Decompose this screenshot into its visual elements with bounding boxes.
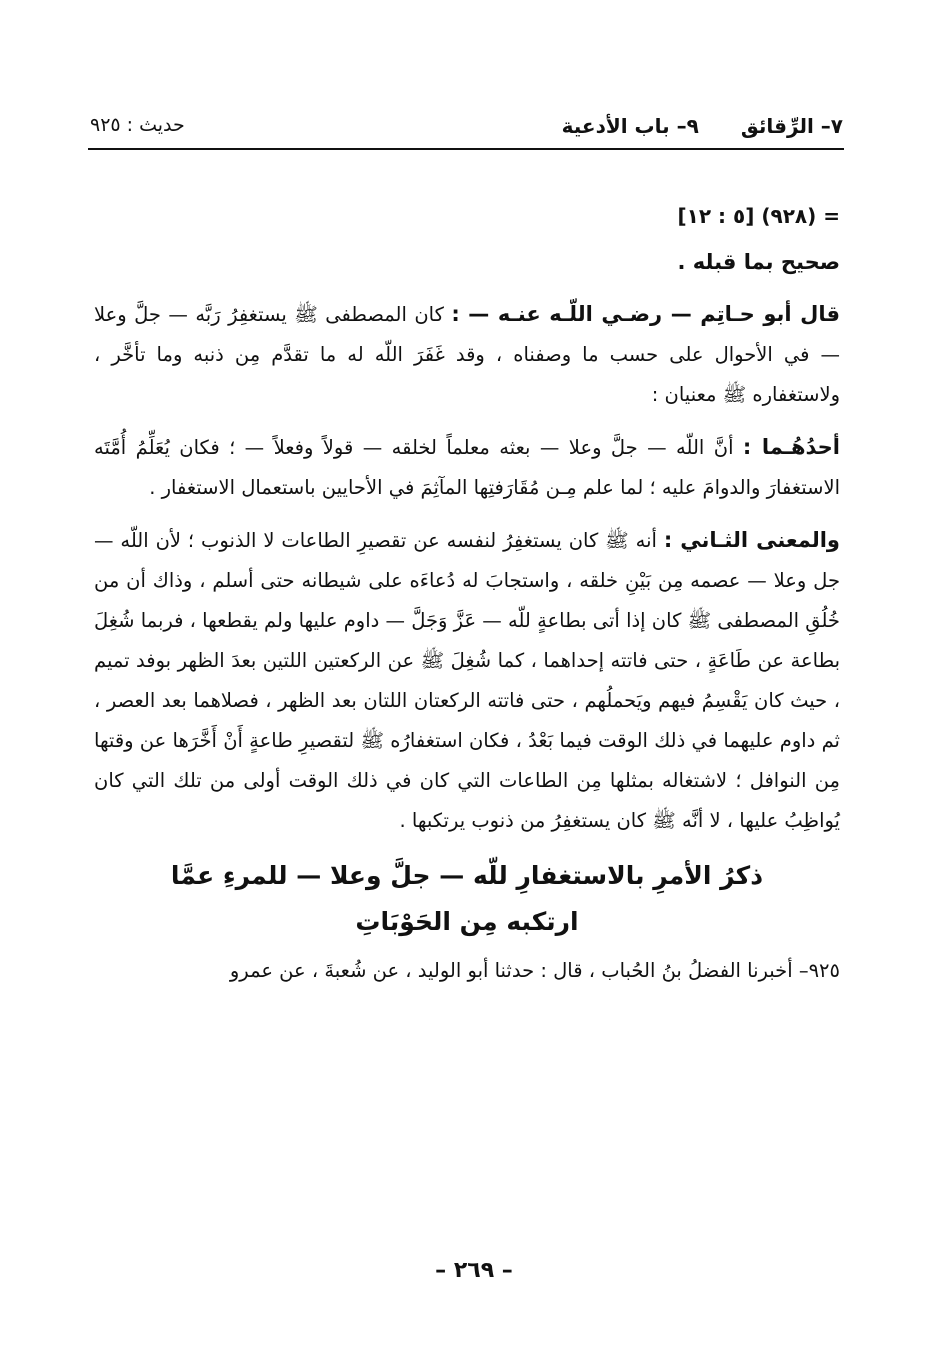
chapter-heading-line-2: ارتكبه مِن الحَوْبَاتِ bbox=[355, 907, 579, 936]
paragraph-second-meaning bbox=[94, 520, 840, 841]
hadith-text: ٩٢٥– أخبرنا الفضلُ بنُ الحُباب ، قال : حدثنا أبو الوليد ، عن شُعبةَ ، عن عمرو bbox=[229, 959, 840, 982]
paragraph-abu-hatim bbox=[94, 294, 840, 415]
paragraph-text: أنَّ اللّه — جلَّ وعلا — بعثه معلماً لخلقه — قولاً وفعلاً — ؛ فكان يُعَلِّمُ أُمَّتَه الاستغفارَ والدوامَ عليه ؛ لما علم مِـن مُقَارَفتِها المآثِمَ في الأحايين باستعمال الاستغفار . bbox=[94, 436, 840, 499]
header-book-title: ٧– الرِّقائق bbox=[740, 114, 843, 138]
header-hadith-number: حديث : ٩٢٥ bbox=[90, 114, 185, 136]
chapter-heading bbox=[94, 853, 840, 945]
main-text bbox=[94, 188, 840, 991]
running-header bbox=[90, 108, 843, 144]
page-number: – ٢٦٩ – bbox=[435, 1258, 513, 1283]
paragraph-lead: قال أبو حـاتِم — رضـي اللّـه عنـه — : bbox=[451, 302, 840, 326]
header-divider bbox=[88, 148, 844, 150]
paragraph-text: كان المصطفى ﷺ يستغفِرُ رَبَّه — جلَّ وعلا — في الأحوال على حسب ما وصفناه ، وقد غَفَرَ اللّه له ما تقدَّم مِن ذنبه وما تأخَّر ، ولاستغفاره ﷺ معنيان : bbox=[94, 303, 840, 406]
authenticity-verdict: صحيح بما قبله . bbox=[677, 250, 840, 274]
header-book-chapter bbox=[562, 114, 843, 138]
paragraph-lead: والمعنى الثـاني : bbox=[663, 528, 840, 552]
header-chapter-title: ٩– باب الأدعية bbox=[561, 114, 699, 138]
reference-line: = (٩٢٨) [٥ : ١٢] bbox=[677, 204, 840, 228]
paragraph-lead: أحدُهُـما : bbox=[742, 435, 840, 459]
paragraph-text: أنه ﷺ كان يستغفِرُ لنفسه عن تقصيرِ الطاعات لا الذنوب ؛ لأن اللّه — جل وعلا — عصمه مِن بَيْنِ خلقه ، واستجابَ له دُعاءَه على شيطانه حتى أسلم ، وذاك أن من خُلُقِ المصطفى ﷺ كان إذا أتى بطاعةٍ للّه — عَزَّ وَجَلَّ — داوم عليها ولم يقطعها ، فربما شُغِلَ بطاعة عن طَاعَةٍ ، حتى فاتته إحداهما ، كما شُغِلَ ﷺ عن الركعتين اللتين بعدَ الظهر بوفد تميم ، حيث كان يَقْسِمُ فيهم ويَحملُهم ، حتى فاتته الركعتان اللتان بعد الظهر ، فصلاهما بعد العصر ، ثم داوم عليهما في ذلك الوقت فيما بَعْدُ ، فكان استغفارُه ﷺ لتقصيرِ طاعةٍ أَنْ أَخَّرَها عن وقتها مِن النوافل ؛ لاشتغاله بمثلها مِن الطاعات التي كان في ذلك الوقت أولى من تلك التي كان يُواظِبُ عليها ، لا أنَّه ﷺ كان يستغفِرُ من ذنوب يرتكبها . bbox=[94, 529, 840, 832]
chapter-heading-line-1: ذكرُ الأمرِ بالاستغفارِ للّه — جلَّ وعلا — للمرءِ عمَّا bbox=[170, 861, 764, 890]
paragraph-first-meaning bbox=[94, 427, 840, 508]
